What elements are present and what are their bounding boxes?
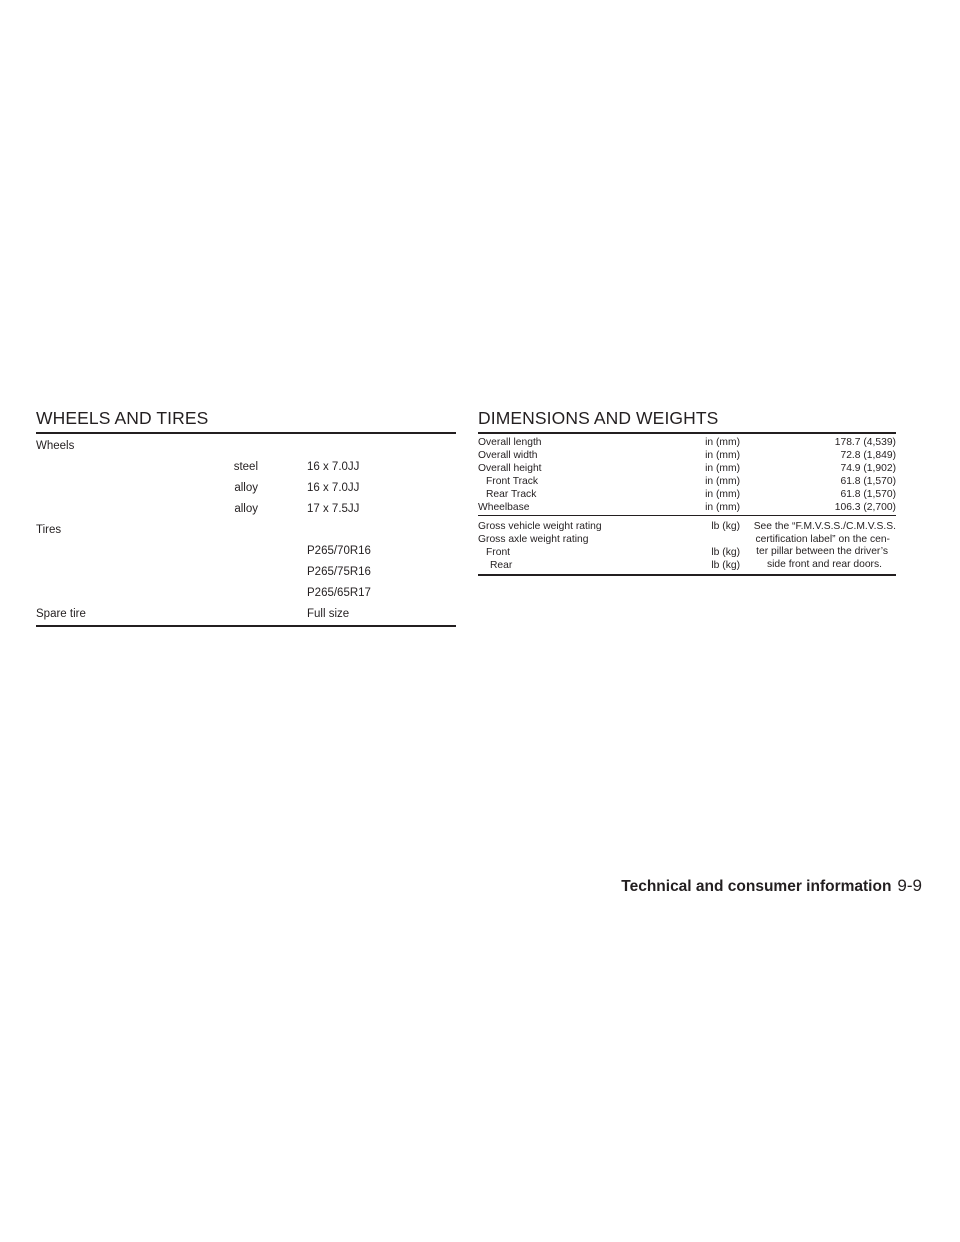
tire-size: P265/70R16 (307, 545, 371, 557)
table-row (478, 436, 896, 449)
weight-unit: lb (kg) (711, 547, 740, 558)
dimension-value: 61.8 (1,570) (840, 476, 896, 487)
table-row (36, 499, 456, 520)
table-row (478, 475, 896, 488)
wheels-label: Wheels (36, 440, 75, 452)
note-line: side front and rear doors. (766, 558, 882, 570)
dimension-label: Rear Track (486, 489, 537, 500)
dimension-unit: in (mm) (705, 437, 740, 448)
table-row (36, 478, 456, 499)
table-row (36, 436, 456, 457)
wheels-and-tires-title: WHEELS AND TIRES (36, 408, 456, 434)
wheels-and-tires-table (36, 436, 456, 627)
table-row (36, 457, 456, 478)
dimensions-and-weights-section (478, 408, 896, 576)
dimension-unit: in (mm) (705, 489, 740, 500)
tire-size: P265/75R16 (307, 566, 371, 578)
certification-label-note (742, 521, 896, 571)
weight-label: Rear (490, 560, 513, 571)
weight-unit: lb (kg) (711, 560, 740, 571)
wheel-size: 16 x 7.0JJ (307, 482, 360, 494)
page-footer (621, 876, 922, 897)
dimension-unit: in (mm) (705, 463, 740, 474)
wheel-size: 16 x 7.0JJ (307, 461, 360, 473)
wheels-and-tires-section (36, 408, 456, 627)
dimension-label: Wheelbase (478, 502, 530, 513)
dimensions-and-weights-title: DIMENSIONS AND WEIGHTS (478, 408, 896, 434)
dimension-value: 106.3 (2,700) (834, 502, 896, 513)
dimension-unit: in (mm) (705, 502, 740, 513)
table-row (36, 562, 456, 583)
tire-size: P265/65R17 (307, 587, 371, 599)
wheel-type: alloy (234, 482, 258, 494)
dimension-unit: in (mm) (705, 476, 740, 487)
table-row (478, 501, 896, 514)
spare-tire-value: Full size (307, 608, 350, 620)
weight-label: Gross vehicle weight rating (478, 521, 602, 532)
table-row (478, 462, 896, 475)
weight-label: Front (486, 547, 511, 558)
table-row (478, 449, 896, 462)
spare-tire-label: Spare tire (36, 608, 86, 620)
dimension-value: 178.7 (4,539) (834, 437, 896, 448)
dimension-label: Overall width (478, 450, 538, 461)
weight-label: Gross axle weight rating (478, 534, 589, 545)
note-line: See the “F.M.V.S.S./C.M.V.S.S. (753, 521, 896, 532)
dimension-value: 72.8 (1,849) (840, 450, 896, 461)
table-row (36, 541, 456, 562)
wheel-type: steel (233, 461, 258, 473)
chapter-title: Technical and consumer information (621, 878, 892, 895)
dimensions-table (478, 434, 896, 516)
dimension-unit: in (mm) (705, 450, 740, 461)
dimension-label: Overall length (478, 437, 542, 448)
wheel-type: alloy (234, 503, 258, 515)
wheel-size: 17 x 7.5JJ (307, 503, 360, 515)
table-row (478, 488, 896, 501)
table-row (36, 583, 456, 604)
page-number: 9-9 (897, 876, 922, 895)
tires-label: Tires (36, 524, 62, 536)
weight-unit: lb (kg) (711, 521, 740, 532)
note-line: ter pillar between the driver’s (756, 546, 888, 557)
dimension-value: 74.9 (1,902) (840, 463, 896, 474)
table-row (36, 604, 456, 625)
table-row (36, 520, 456, 541)
note-line: certification label” on the cen- (755, 533, 890, 545)
weights-table (478, 516, 896, 576)
dimension-label: Overall height (478, 463, 542, 474)
dimension-label: Front Track (486, 476, 539, 487)
dimension-value: 61.8 (1,570) (840, 489, 896, 500)
